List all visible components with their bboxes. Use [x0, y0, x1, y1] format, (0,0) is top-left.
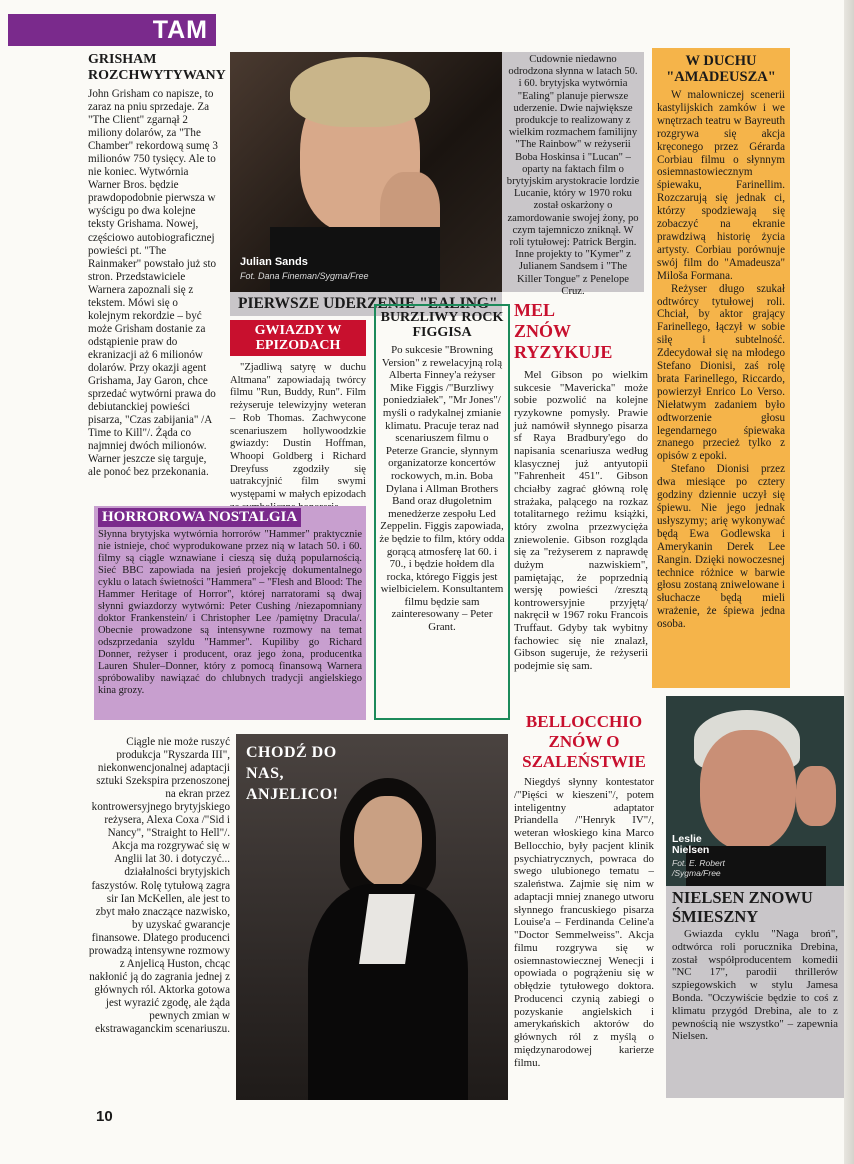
ryszard-article	[88, 736, 230, 1036]
ealing-body: Cudownie niedawno odrodzona słynna w latach 50. i 60. brytyjska wytwórnia "Ealing" planuje pierwsze uderzenie. Dwie największe produkcje to realizowany z wielkim rozmachem familijny "The Rainbow" w reżyserii Boba Hoskinsa i "Lucan" – oparty na faktach film o brytyjskim arystokracie lordzie Lucanie, który w 1970 roku został oskarżony o zamordowanie swojej żony, po czym tajemniczo zniknął. W roli tytułowej: Patrick Bergin. Inne projekty to "Kymer" z Julianem Sandsem i "The Killer Tongue" z Penelope Cruz.	[506, 54, 640, 297]
section-header: TAM	[152, 16, 208, 44]
julian-sands-photo	[230, 52, 502, 292]
nielsen-caption-credit: Fot. E. Robert /Sygma/Free	[672, 858, 725, 878]
page-number: 10	[96, 1108, 113, 1125]
ryszard-body: Ciągle nie może ruszyć produkcja "Ryszarda III", niekonwencjonalnej adaptacji sztuki Szekspira przenoszonej na ekran przez kontrowersyjnego brytyjskiego reżysera, Alexa Coxa /"Sid i Nancy", "Straight to Hell"/. Akcja ma rozgrywać się w Anglii lat 30. i dotyczyć... działalności brytyjskich faszystów. Rolę tytułową zagra sir Ian McKellen, ale jest to zbyt mało znaczące nazwisko, by uzyskać gwarancje finansowe. Dlatego producenci prowadzą intensywne rozmowy z Anjelicą Huston, chcąc nakłonić ją do zagrania jednej z głównych ról. Aktorka gotowa jest wyrazić zgodę, ale żąda pewnych zmian w ekstrawaganckim scenariuszu.	[88, 736, 230, 1036]
gwiazdy-body: "Zjadliwą satyrę w duchu Altmana" zapowiadają twórcy filmu "Run, Buddy, Run". Film reżyseruje telewizyjny weteran – Rob Thomas. Zachwycone scenariuszem hollywoodzkie gwiazdy: Dustin Hoffman, Whoopi Goldberg i Richard Dreyfuss zgodziły się uatrakcyjnić film swymi występami w małych epizodach	[230, 362, 366, 501]
nielsen-caption-name: Leslie Nielsen	[672, 833, 710, 856]
grisham-title: GRISHAM ROZCHWYTYWANY	[88, 52, 226, 83]
bellocchio-body: Niegdyś słynny kontestator /"Pięści w kieszeni"/, potem inteligentny adaptator Priandella /"Henryk IV"/, weteran włoskiego kina Marco Bellocchio, były pacjent klinik psychiatrycznych, powraca do swego ulubionego tematu – szaleństwa. Zajmie się nim w adaptacji mniej znanego utworu słynnego francuskiego pisarza Louise'a – Ferdinanda Celine'a "Doctor Semmelweiss". Akcja filmu rozgrywa się w osiemnastowiecznej Wenecji i opowiada o pogrążeniu się w obłędzie tytułowego doktora. Producenci czynią zabiegi o pozyskanie angielskich i amerykańskich aktorów do głównych ról z myślą o międzynarodowej karierze filmu.	[514, 776, 654, 1069]
anjelica-huston-photo	[236, 734, 508, 1100]
nielsen-title: NIELSEN ZNOWU ŚMIESZNY	[672, 888, 813, 926]
leslie-nielsen-photo	[666, 696, 844, 886]
amadeusz-body: W malowniczej scenerii kastylijskich zamków i we wnętrzach teatru w Bayreuth rozgrywa się akcja kręconego przez Gérarda Corbiau filmu o słynnym osiemnastowiecznym śpiewaku, Farinellim. Rozczarują się jednak ci, którzy spodziewają się zobaczyć na ekranie prawdziwą historię życia artysty. Corbiau porównuje swój film do "Amadeusza" Miloša Formana.	[657, 89, 785, 282]
mel-article	[514, 300, 648, 673]
amadeusz-box	[652, 48, 790, 688]
gwiazdy-article	[230, 320, 366, 514]
mel-title: MEL ZNÓW RYZYKUJE	[514, 300, 613, 362]
horror-title: HORROROWA NOSTALGIA	[98, 508, 301, 527]
bellocchio-article	[514, 712, 654, 1069]
huston-caption: CHODŹ DO NAS, ANJELICO!	[246, 744, 339, 803]
ealing-title: PIERWSZE UDERZENIE "EALING"	[238, 295, 498, 312]
burzliwy-body: Po sukcesie "Browning Version" z rewelacyjną rolą Alberta Finney'a reżyser Mike Figgis /"Burzliwy poniedziałek", "Mr Jones"/ myśli o radykalnej zmianie klimatu. Pracuje teraz nad scenariuszem filmu o Peterze Grancie, słynnym organizatorze koncertów rockowych, m.in. Boba Dylana i Allman Brothers Band oraz długoletnim menedżerze zespołu Led Zeppelin. Figgis zapowiada, że będzie to film, który odda gorącą atmosferę lat 60. i 70., i będzie hołdem dla rocka, którego Figgis jest wielbicielem. Konsultantem filmu będzie sam zainteresowany – Peter Grant.	[379, 344, 505, 634]
sands-caption-credit: Fot. Dana Fineman/Sygma/Free	[240, 271, 369, 281]
amadeusz-body-3: Stefano Dionisi przez dwa miesiące po cztery godziny dziennie uczył się śpiewu. Nie jego jednak usłyszymy; arię wykonywać będą Ewa Godlewska i Amerykanin Derek Lee Rangin. Dzięki nowoczesnej technice różnice w barwie głosu zostaną zniwelowane i słuchacze będą mieli wrażenie, że śpiewa jedna osoba.	[657, 463, 785, 631]
burzliwy-title: BURZLIWY ROCK FIGGISA	[380, 310, 504, 340]
horror-box	[94, 506, 366, 720]
burzliwy-box	[374, 304, 510, 720]
ealing-box	[502, 52, 644, 297]
grisham-article	[88, 52, 226, 479]
nielsen-body: Gwiazda cyklu "Naga broń", odtwórca roli porucznika Drebina, został współproducentem komedii "NC 17", parodii thrillerów szpiegowskich w stylu Jamesa Bonda. "Oczywiście będzie to coś z klimatu przygód Drebina, ale to z pewnością nie wszystko" – zapewnia Nielsen.	[672, 928, 838, 1043]
nielsen-box	[666, 886, 844, 1098]
bellocchio-title: BELLOCCHIO ZNÓW O SZALEŃSTWIE	[522, 712, 646, 771]
page-edge	[844, 0, 854, 1164]
section-header-bar	[8, 14, 216, 46]
amadeusz-title: W DUCHU "AMADEUSZA"	[666, 53, 776, 85]
amadeusz-body-2: Reżyser długo szukał odtwórcy tytułowej roli. Chciał, by aktor grający Farinellego, łączył w sobie siłę i subtelność. Zdecydował się na młodego Stefano Dionisi, zaś rolę brata Farinellego, Riccardo, powierzył Enrico Lo Verso. Niełatwym zadaniem było odtworzenie głosu legendarnego śpiewaka znanego przecież tylko z opisów z epoki.	[657, 282, 785, 463]
mel-body: Mel Gibson po wielkim sukcesie "Mavericka" może sobie pozwolić na kolejne ryzykowne pomysły. Prawie już namówił słynnego pisarza sf Raya Bradbury'ego do napisania scenariusza według klasycznej już antyutopii "Fahrenheit 451". Gibson chciałby zagrać główną rolę strażaka, palącego na rozkaz totalitarnego reżimu książki, który zwolna przezwycięża zniewolenie. Gibson rozgląda się za "reżyserem z naprawdę dużym nazwiskiem", pamiętając, że poprzednią wersję powieści /zresztą kontrowersyjnie przyjętą/ nakręcił w 1967 roku Francois Truffaut. Gdyby tak wybitny fachowiec się nie znalazł, Gibson sugeruje, że reżyserii podejmie się sam.	[514, 369, 648, 673]
sands-caption-name: Julian Sands	[240, 256, 308, 268]
grisham-body: John Grisham co napisze, to zaraz na pniu sprzedaje. Za "The Client" zgarnął 2 miliony dolarów, za "The Chamber" rekordową sumę 3 milionów 750 tysięcy. Ale to nie koniec. Wytwórnia Warner Bros. będzie prawdopodobnie pierwsza w wyścigu po dwa kolejne teksty Grishama. Nowej, częściowo autobiograficznej powieści pt. "The Rainmaker" powstało już sto stron. Przedstawiciele Warnera zapoznali się z tekstem. Mówi się o kolejnym rekordzie – być może Grisham dostanie za odstąpienie praw do ekranizacji aż 6 milionów dolarów. Przy okazji agent Grishama, Jay Garon, chce sprzedać wytwórni prawa do debiutanckiej powieści pisarza, "Czas zabijania" /A Time to Kill"/. Żąda co najmniej dwóch milionów. Warner jeszcze się targuje, ale ponoć bez przekonania.	[88, 88, 218, 479]
horror-body: Słynna brytyjska wytwórnia horrorów "Hammer" praktycznie nie istnieje, choć wyprodukowane przez nią w latach 50. i 60. filmy są ciągle wznawiane i cieszą się dużą popularnością. Sieć BBC zapowiada na jesień projekcję dokumentalnego cyklu o latach świetności "Hammera" – "Flesh and Blood: The Hammer Heritage of Horror", której narratorami są dwaj słynni gwiazdorzy wytwórni: Peter Cushing /niezapomniany doktor Frankenstein/ i Christopher Lee /pamiętny Dracula/. Obecnie prowadzone są intensywne rozmowy na temat odszprzedania szyldu "Hammer". Kupiliby go Richard Donner, reżyser i producent, oraz jego żona, producentka Lauren Shuler–Donner, który z pomocą finansową Warnera spróbowaliby nawiązać do chlubnych tradycji angielskiego kina grozy.	[98, 529, 362, 696]
gwiazdy-title: GWIAZDY W EPIZODACH	[230, 320, 366, 356]
